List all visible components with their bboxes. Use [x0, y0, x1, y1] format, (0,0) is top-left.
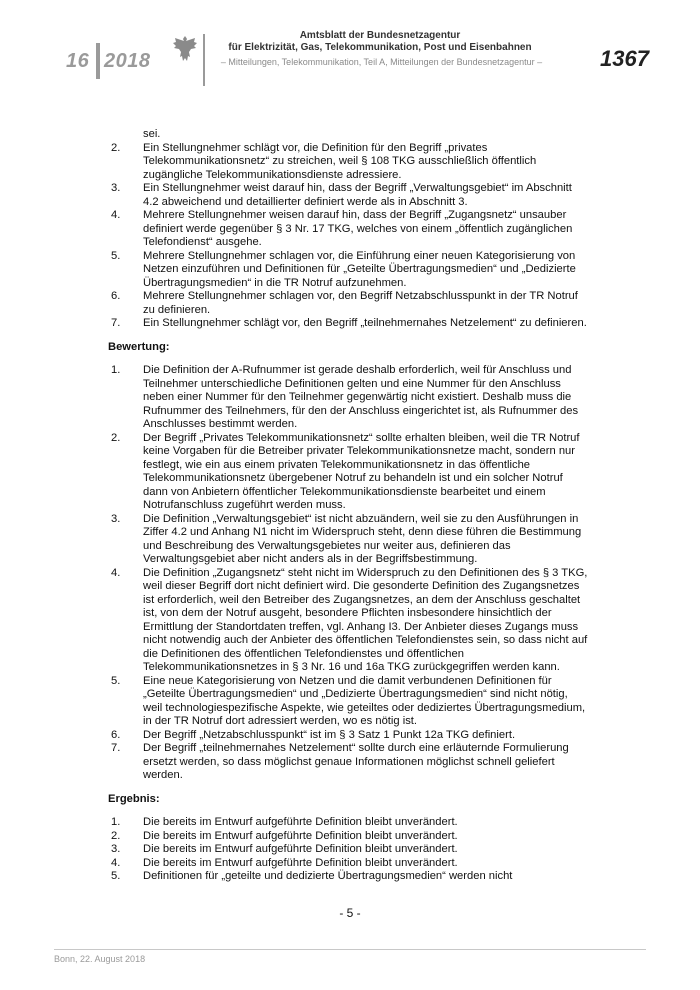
issue-year: 2018: [104, 50, 151, 72]
list-item: [108, 830, 588, 844]
logo-divider: [203, 34, 205, 86]
gazette-title: [215, 30, 545, 54]
item-number: 3.: [111, 843, 121, 855]
list-item: [108, 816, 588, 830]
item-text: Ein Stellungnehmer schlägt vor, den Begriff „teilnehmernahes Netzelement“ zu definieren.: [143, 317, 587, 329]
list-item: [108, 432, 588, 513]
item-text: Ein Stellungnehmer schlägt vor, die Definition für den Begriff „privates Telekommunikationsnetz“ zu streichen, weil § 108 TKG ausschließlich öffentlich zugängliche Telekommunikationsdienste adressiere.: [143, 141, 537, 181]
continuation-text: sei.: [143, 128, 161, 140]
item-text: Die Definition „Zugangsnetz“ steht nicht im Widerspruch zu den Definitionen des § 3 TKG, weil dieser Begriff dort nicht definiert wird. Die gesonderte Definition des Zugangsnetzes ist erforderlich, weil den Betreiber des Zugangsnetzes, an dem der Anschluss geschaltet ist, von dem der Notruf ausgeht, besondere Pflichten insbesondere hinsichtlich der Ermittlung der Standortdaten treffen, vgl. Anhang I3. Der Anbieter dieses Zugangs muss nicht notwendig auch der Anbieter des öffentlichen Telefondienstes sein, so dass nicht auf die Definitionen des öffentlichen Telefondienstes und öffentlichen Telekommunikationsnetzes in § 3 Nr. 16 und 16a TKG zurückgegriffen werden kann.: [143, 566, 588, 673]
issue-divider: [96, 43, 100, 79]
list-item: [108, 843, 588, 857]
result-list: [108, 816, 588, 884]
gazette-subtitle: – Mitteilungen, Telekommunikation, Teil A, Mitteilungen der Bundesnetzagentur –: [220, 57, 543, 67]
item-text: Die Definition der A-Rufnummer ist gerade deshalb erforderlich, weil für Anschluss und Teilnehmer unterschiedliche Definitionen gelten und eine Nummer für den Anschluss neben einer Nummer für den Teilnehmer gegenwärtig nicht existiert. Deshalb muss die Rufnummer des Teilnehmers, für den der Anschluss eingerichtet ist, als Rufnummer des Anschlusses bestimmt werden.: [143, 364, 579, 430]
item-number: 2.: [111, 431, 121, 444]
list-item: [108, 209, 588, 250]
issue-number: 16: [66, 50, 90, 72]
item-number: 7.: [111, 742, 121, 754]
item-number: 4.: [111, 209, 121, 221]
item-text: Die bereits im Entwurf aufgeführte Definition bleibt unverändert.: [143, 816, 458, 828]
item-number: 5.: [111, 249, 121, 262]
item-text: Die bereits im Entwurf aufgeführte Definition bleibt unverändert.: [143, 829, 458, 842]
result-heading: Ergebnis:: [108, 792, 160, 805]
list-item: [108, 857, 588, 871]
document-body: [108, 128, 588, 884]
item-number: 4.: [111, 856, 121, 869]
item-number: 5.: [111, 870, 121, 882]
item-number: 5.: [111, 674, 121, 687]
item-text: Mehrere Stellungnehmer weisen darauf hin, dass der Begriff „Zugangsnetz“ unsauber definiert werde gegenüber § 3 Nr. 17 TKG, welches von einem „öffentlich zugänglichen Telefondienst“ ausgehe.: [143, 209, 573, 248]
list-item: [108, 182, 588, 209]
list-item: [108, 142, 588, 183]
list-item: [108, 675, 588, 729]
footer-divider: [54, 949, 646, 950]
list-item: [108, 742, 588, 783]
federal-eagle-icon: [172, 34, 198, 64]
page-header: [0, 0, 700, 90]
item-number: 6.: [111, 290, 121, 302]
item-text: Der Begriff „Privates Telekommunikationsnetz“ sollte erhalten bleiben, weil die TR Notruf keine Vorgaben für die Betreiber privater Telekommunikationsnetze macht, sondern nur festlegt, wie ein aus einem privaten Telekommunikationsnetz in das öffentliche Telekommunikationsnetz übergebener Notruf zu behandeln ist und ein solcher Notruf dann von Anbietern öffentlicher Telekommunikationsdienste bearbeitet und einem Notrufanschluss zugeführt werden muss.: [143, 431, 580, 511]
item-text: Definitionen für „geteilte und dedizierte Übertragungsmedien“ werden nicht: [143, 870, 513, 882]
item-number: 1.: [111, 816, 121, 828]
item-text: Eine neue Kategorisierung von Netzen und die damit verbundenen Definitionen für „Geteilte Übertragungsmedien“ und „Dedizierte Übertragungsmedien“ sind nicht nötig, weil technologiespezifische Aspekte, wie geteiltes oder dediziertes Übertragungsmedium, in der TR Notruf dort adressiert werden, wo es nötig ist.: [143, 674, 586, 727]
item-text: Die Definition „Verwaltungsgebiet“ ist nicht abzuändern, weil sie zu den Ausführungen in Ziffer 4.2 und Anhang N1 nicht im Widerspruch steht, denn diese führen die Bestimmung und Beschreibung des Verwaltungsgebietes nur weiter aus, definieren das Verwaltungsgebiet aber nicht anders als in der Begriffsbestimmung.: [143, 512, 582, 565]
list-item: [108, 250, 588, 291]
item-number: 7.: [111, 317, 121, 329]
page-marker: - 5 -: [339, 906, 361, 920]
page-number: 1367: [600, 46, 649, 71]
item-number: 2.: [111, 141, 121, 154]
list-item: [108, 513, 588, 567]
list-item: [108, 364, 588, 432]
item-text: Mehrere Stellungnehmer schlagen vor, den Begriff Netzabschlusspunkt in der TR Notruf zu definieren.: [143, 290, 578, 316]
list-item: [108, 567, 588, 675]
list-item: [108, 317, 588, 331]
item-text: Der Begriff „teilnehmernahes Netzelement“ sollte durch eine erläuternde Formulierung ersetzt werden, so dass möglichst genaue Informationen möglichst schnell geliefert werden.: [143, 742, 569, 781]
item-text: Mehrere Stellungnehmer schlagen vor, die Einführung einer neuen Kategorisierung von Netzen einzuführen und Definitionen für „Geteilte Übertragungsmedien“ und „Dedizierte Übertragungsmedien“ in die TR Notruf aufzunehmen.: [143, 249, 576, 289]
list-item: [108, 729, 588, 743]
item-number: 2.: [111, 829, 121, 842]
gazette-title-line1: Amtsblatt der Bundesnetzagentur: [299, 30, 461, 41]
item-text: Die bereits im Entwurf aufgeführte Definition bleibt unverändert.: [143, 856, 458, 869]
footer-date: Bonn, 22. August 2018: [54, 954, 146, 964]
item-number: 1.: [111, 364, 121, 376]
gazette-title-line2: für Elektrizität, Gas, Telekommunikation, Post und Eisenbahnen: [228, 42, 532, 53]
item-text: Ein Stellungnehmer weist darauf hin, dass der Begriff „Verwaltungsgebiet“ im Abschnitt 4.2 abweichend und detaillierter definiert werde als in Abschnitt 3.: [143, 182, 572, 208]
item-number: 4.: [111, 566, 121, 579]
item-number: 3.: [111, 512, 121, 525]
comment-list: [108, 142, 588, 331]
item-text: Die bereits im Entwurf aufgeführte Definition bleibt unverändert.: [143, 843, 458, 855]
evaluation-list: [108, 364, 588, 783]
list-item: [108, 870, 588, 884]
evaluation-heading: Bewertung:: [108, 340, 170, 353]
list-item: [108, 290, 588, 317]
item-number: 6.: [111, 728, 121, 741]
item-text: Der Begriff „Netzabschlusspunkt“ ist im § 3 Satz 1 Punkt 12a TKG definiert.: [143, 728, 516, 741]
item-number: 3.: [111, 182, 121, 194]
